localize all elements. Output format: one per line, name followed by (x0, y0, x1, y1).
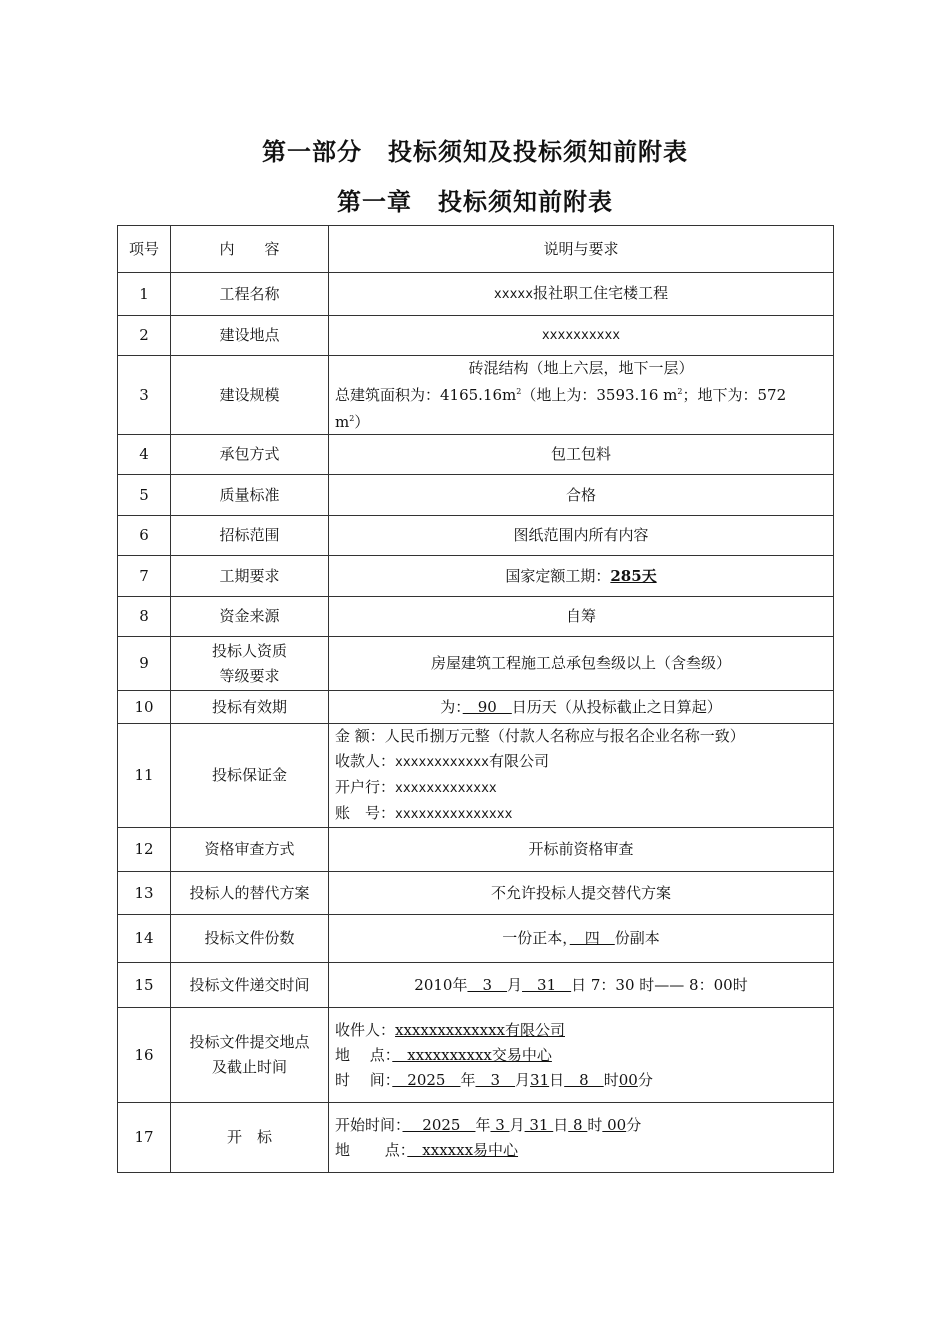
row-desc: 砖混结构（地上六层，地下一层） 总建筑面积为：$4165.16m^2$（地上为：3593.16 $m^2$；地下为：572 $m^2$） (329, 356, 834, 435)
table-row (118, 637, 834, 691)
row-item: 工期要求 (171, 556, 329, 597)
row-no: 13 (118, 872, 171, 915)
row-item: 建设地点 (171, 316, 329, 356)
row-desc: 合格 (329, 475, 834, 516)
table-row (118, 724, 834, 828)
row-no: 2 (118, 316, 171, 356)
row-no: 8 (118, 597, 171, 637)
table-row (118, 1103, 834, 1173)
table-row (118, 1008, 834, 1103)
row-item: 资格审查方式 (171, 828, 329, 872)
row-item: 工程名称 (171, 273, 329, 316)
row-no: 11 (118, 724, 171, 828)
row-desc: 开标前资格审查 (329, 828, 834, 872)
table-row (118, 356, 834, 435)
table-row (118, 516, 834, 556)
table-row (118, 475, 834, 516)
row-item: 承包方式 (171, 435, 329, 475)
page-title: 第一部分 投标须知及投标须知前附表 (262, 137, 688, 166)
row-no: 7 (118, 556, 171, 597)
table-row (118, 963, 834, 1008)
table-row (118, 556, 834, 597)
table-row (118, 597, 834, 637)
row-desc: 房屋建筑工程施工总承包叁级以上（含叁级） (329, 637, 834, 691)
row-desc: 自筹 (329, 597, 834, 637)
row-item: 投标文件份数 (171, 915, 329, 963)
table-row (118, 273, 834, 316)
chapter-title: 第一章 投标须知前附表 (337, 187, 613, 216)
table-row (118, 316, 834, 356)
table-row (118, 872, 834, 915)
row-no: 10 (118, 691, 171, 724)
row-item: 质量标准 (171, 475, 329, 516)
header-content: 内 容 (171, 226, 329, 273)
row-no: 1 (118, 273, 171, 316)
row-desc: xxxxxxxxxx (329, 316, 834, 356)
header-desc: 说明与要求 (329, 226, 834, 273)
row-item: 资金来源 (171, 597, 329, 637)
row-no: 16 (118, 1008, 171, 1103)
row-no: 5 (118, 475, 171, 516)
row-desc: 为： 90 日历天（从投标截止之日算起） (329, 691, 834, 724)
row-no: 14 (118, 915, 171, 963)
row-item: 招标范围 (171, 516, 329, 556)
row-item: 投标有效期 (171, 691, 329, 724)
row-no: 4 (118, 435, 171, 475)
table-row (118, 691, 834, 724)
row-item: 投标文件递交时间 (171, 963, 329, 1008)
row-desc: xxxxx报社职工住宅楼工程 (329, 273, 834, 316)
row-no: 9 (118, 637, 171, 691)
row-desc: 国家定额工期：285天 (329, 556, 834, 597)
row-item: 开 标 (171, 1103, 329, 1173)
row-no: 12 (118, 828, 171, 872)
table-row (118, 435, 834, 475)
row-desc: 开始时间： 2025 年 3 月 31 日 8 时 00分 地 点： xxxxxx易中心 (329, 1103, 834, 1173)
row-item: 投标保证金 (171, 724, 329, 828)
table-header-row (118, 226, 834, 273)
header-no: 项号 (118, 226, 171, 273)
bid-notice-table (117, 225, 834, 1173)
row-no: 6 (118, 516, 171, 556)
table-row (118, 828, 834, 872)
row-item: 建设规模 (171, 356, 329, 435)
table-row (118, 915, 834, 963)
row-desc: 2010年 3 月 31 日 7：30 时—— 8：00时 (329, 963, 834, 1008)
row-desc: 收件人：xxxxxxxxxxxxx有限公司 地 点： xxxxxxxxxx交易中心 时 间： 2025 年 3 月31日 8 时00分 (329, 1008, 834, 1103)
row-item: 投标人资质 等级要求 (171, 637, 329, 691)
row-desc: 金 额：人民币捌万元整（付款人名称应与报名企业名称一致） 收款人：xxxxxxxxxxxx有限公司 开户行：xxxxxxxxxxxxx 账 号：xxxxxxxxxxxxxxx (329, 724, 834, 828)
row-no: 3 (118, 356, 171, 435)
row-desc: 不允许投标人提交替代方案 (329, 872, 834, 915)
row-desc: 包工包料 (329, 435, 834, 475)
row-item: 投标人的替代方案 (171, 872, 329, 915)
row-desc: 图纸范围内所有内容 (329, 516, 834, 556)
row-item: 投标文件提交地点 及截止时间 (171, 1008, 329, 1103)
row-no: 15 (118, 963, 171, 1008)
row-no: 17 (118, 1103, 171, 1173)
row-desc: 一份正本， 四 份副本 (329, 915, 834, 963)
